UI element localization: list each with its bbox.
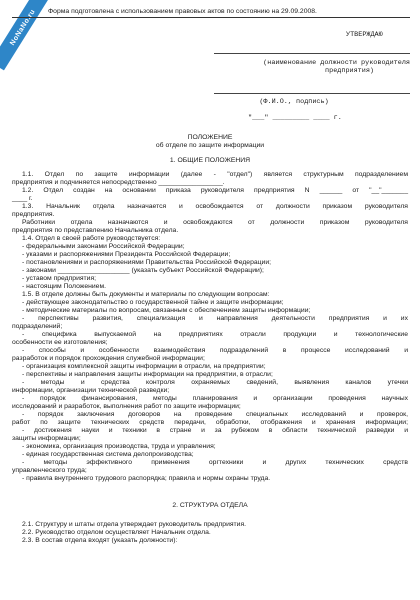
sec1-line: - организация комплексной защиты информации в отрасли, на предприятии; <box>22 363 266 370</box>
approve-fio-line <box>214 93 410 94</box>
sec1-line: защиты информации; <box>12 435 81 442</box>
sec1-line: - порядок заключения договоров на проведение специальных исследований и проверок, <box>22 411 408 418</box>
sec1-line: - действующее законодательство о государственной тайне и защите информации; <box>22 299 284 306</box>
sec1-line: 1.4. Отдел в своей работе руководствуется: <box>22 235 161 242</box>
sec2-line: 2.2. Руководство отделом осуществляет Начальник отдела. <box>22 529 211 536</box>
sec1-line: предприятия. <box>12 211 55 218</box>
sec1-line: - законами ___________________ (указать субъект Российской Федерации); <box>22 267 264 274</box>
approve-label: УТВЕРЖДАЮ <box>346 31 383 39</box>
section-1-heading: 1. ОБЩИЕ ПОЛОЖЕНИЯ <box>169 157 251 164</box>
sec1-line: 1.5. В отделе должны быть документы и материалы по следующим вопросам: <box>22 291 270 298</box>
sec1-line: Работники отдела назначаются и освобождаются от должности приказом руководителя <box>22 219 408 226</box>
sec1-line: разработок и порядок прохождения служебной информации; <box>12 355 205 362</box>
doc-title: ПОЛОЖЕНИЕ <box>187 134 233 141</box>
fio-hint: (Ф.И.О., подпись) <box>259 98 329 106</box>
sec1-line: - уставом предприятия; <box>22 275 97 282</box>
position-hint-2: предприятия) <box>325 67 374 75</box>
sec1-line: - постановлениями и распоряжениями Правительства Российской Федерации; <box>22 259 272 266</box>
sec1-line: - перспективы развития, специализация и направления деятельности предприятия и их <box>22 315 408 322</box>
sec1-line: исследований и разработок, выполнения работ по защите информации; <box>12 403 241 410</box>
doc-subtitle: об отделе по защите информации <box>155 142 265 149</box>
sec1-line: информации, организации технической разведки; <box>12 387 170 394</box>
sec1-line: ____ г. <box>12 195 33 202</box>
watermark-text: NoNaNo.ru <box>9 8 37 47</box>
sec2-line: 2.1. Структуру и штаты отдела утверждает руководитель предприятия. <box>22 521 247 528</box>
sec1-line: 1.1. Отдел по защите информации (далее - "отдел") является структурным подразделением <box>22 171 408 178</box>
header-note: Форма подготовлена с использованием правовых актов по состоянию на 29.09.2008. <box>48 8 317 15</box>
sec1-line: - экономика, организация производства, труда и управления; <box>22 443 216 450</box>
header-bar <box>12 7 410 18</box>
position-hint-1: (наименование должности руководителя <box>263 59 410 67</box>
sec1-line: - способы и особенности взаимодействия подразделений в процессе исследований и <box>22 347 408 354</box>
sec1-line: предприятия по представлению Начальника отдела. <box>12 227 179 234</box>
sec1-line: - указами и распоряжениями Президента Российской Федерации; <box>22 251 231 258</box>
sec1-line: 1.2. Отдел создан на основании приказа руководителя предприятия N ______ от "__"_______ <box>22 187 408 194</box>
sec1-line: - перспективы и направления защиты информации на предприятии, в отрасли; <box>22 371 273 378</box>
sec1-line: - федеральными законами Российской Федерации; <box>22 243 185 250</box>
sec1-line: управленческого труда; <box>12 467 87 474</box>
sec1-line: - достижения науки и техники в стране и за рубежом в области технической разведки и <box>22 427 408 434</box>
approve-position-line <box>214 53 410 54</box>
sec1-line: предприятия и подчиняется непосредственно _________________. <box>12 179 225 186</box>
sec1-line: особенности ее изготовления; <box>12 339 108 346</box>
section-2-heading: 2. СТРУКТУРА ОТДЕЛА <box>172 502 248 509</box>
sec1-line: - единая государственная система делопроизводства; <box>22 451 194 458</box>
sec1-line: - методические материалы по вопросам, связанным с обеспечением защиты информации; <box>22 307 311 314</box>
sec1-line: подразделений; <box>12 323 63 330</box>
sec1-line: - порядок финансирования, методы планирования и организации проведения научных <box>22 395 408 402</box>
sec1-line: - специфика выпускаемой на предприятиях отрасли продукции и технологические <box>22 331 408 338</box>
sec2-line: 2.3. В состав отдела входят (указать должности): <box>22 537 178 544</box>
sec1-line: работ по защите технических средств передачи, обработки, отображения и хранения информации; <box>12 419 408 426</box>
sec1-line: - методы и средства контроля охраняемых сведений, выявления каналов утечки <box>22 379 408 386</box>
sec1-line: 1.3. Начальник отдела назначается и освобождается от должности приказом руководителя <box>22 203 408 210</box>
sec1-line: - правила внутреннего трудового распорядка; правила и нормы охраны труда. <box>22 475 271 482</box>
sec1-line: - настоящим Положением. <box>22 283 107 290</box>
sec1-line: - методы эффективного применения оргтехники и других технических средств <box>22 459 408 466</box>
approve-date-line: "___" _________ ____ г. <box>248 114 342 122</box>
